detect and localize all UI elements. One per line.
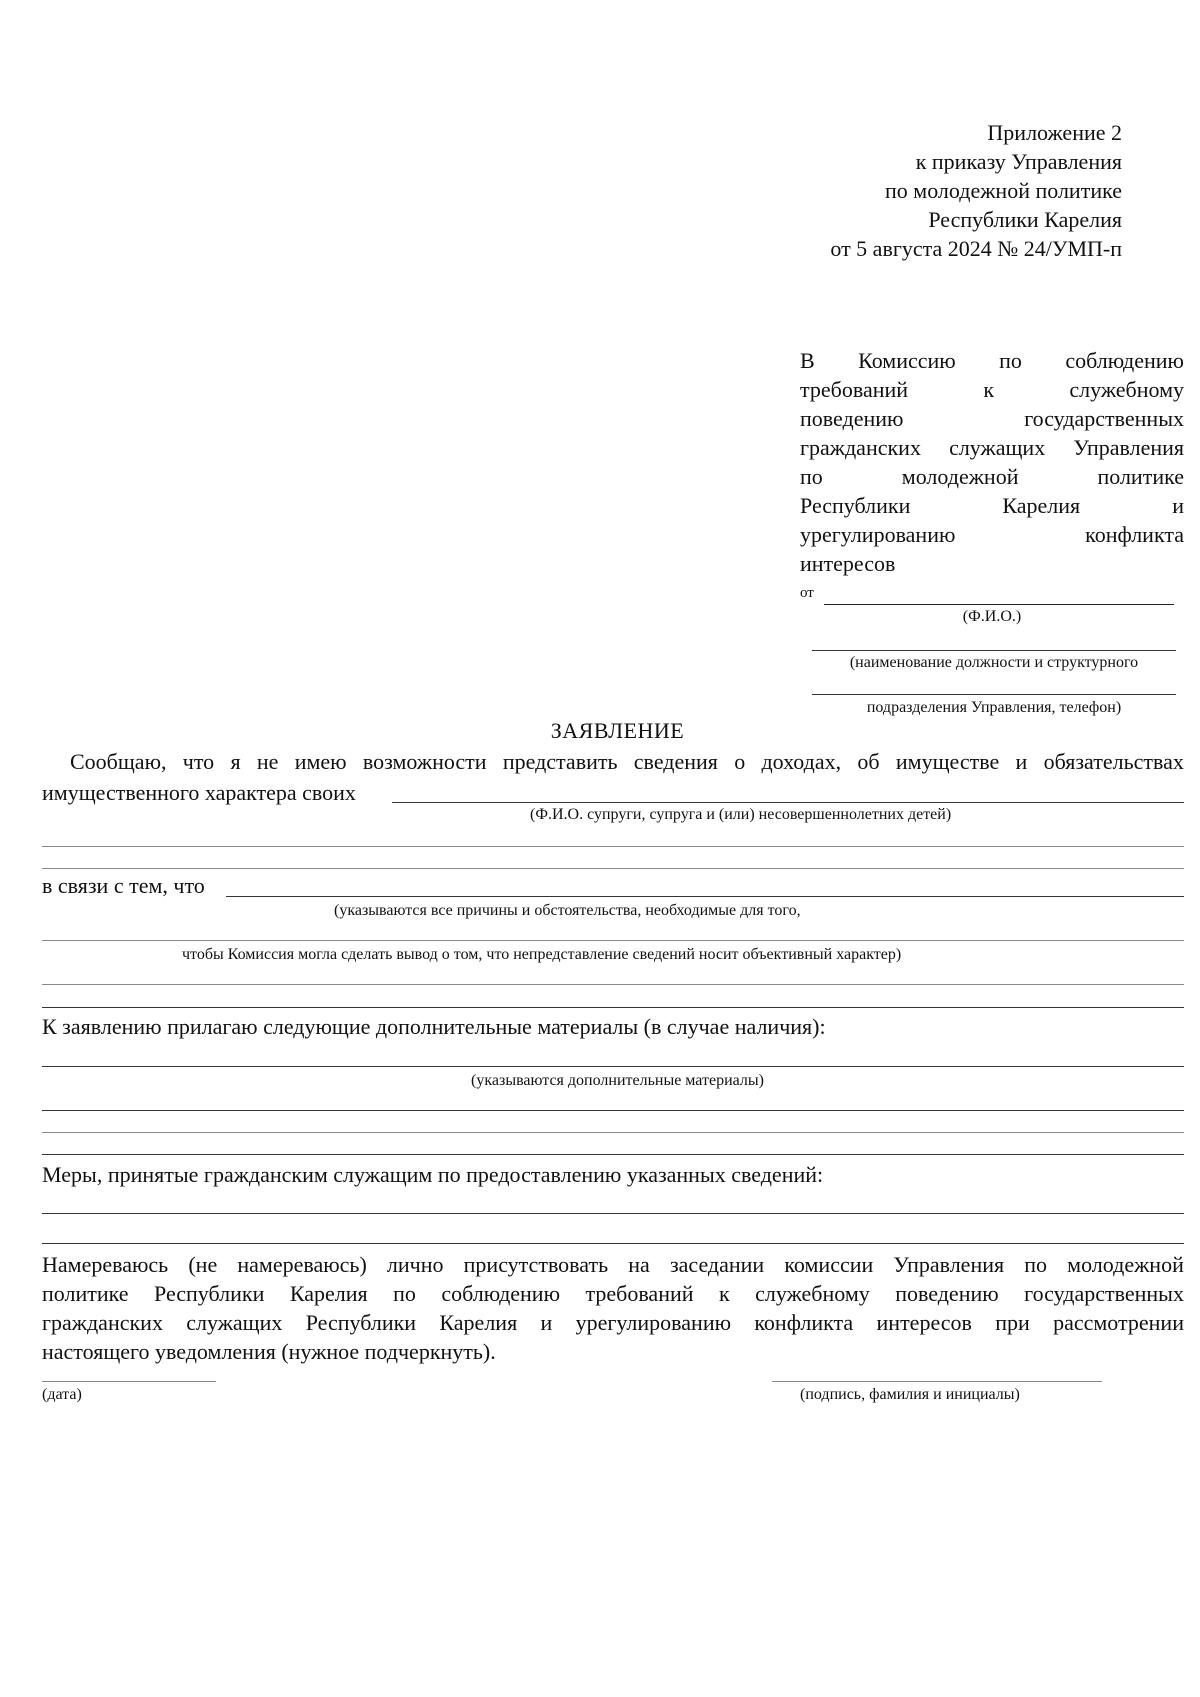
statement-word: обязательствах [1043, 749, 1184, 774]
relatives-blank-line-2[interactable] [42, 846, 1184, 847]
relatives-blank-line-3[interactable] [42, 868, 1184, 869]
addressee-word: служащих [949, 435, 1046, 460]
statement-word: Сообщаю, [70, 749, 167, 774]
intention-word: Республики [154, 1281, 265, 1306]
intention-word: при [995, 1310, 1030, 1335]
addressee-line [800, 346, 1184, 375]
addressee-word: Комиссию [858, 348, 956, 373]
intention-word: соблюдению [441, 1281, 561, 1306]
addressee-line [800, 491, 1184, 520]
from-label: от [800, 585, 814, 601]
reason-caption-1: (указываются все причины и обстоятельства, необходимые для того, [334, 902, 801, 919]
reason-caption-2: чтобы Комиссия могла сделать вывод о том, что непредставление сведений носит объективный характер) [182, 946, 902, 963]
intention-word: (не [188, 1252, 218, 1277]
date-caption: (дата) [42, 1386, 82, 1403]
statement-word: и [1015, 749, 1028, 774]
addressee-line [800, 433, 1184, 462]
reason-blank-line-1[interactable] [226, 896, 1184, 897]
position-blank-line[interactable] [812, 650, 1176, 651]
intention-word: служебному [755, 1281, 870, 1306]
addressee-word: и [1172, 493, 1184, 518]
intention-word: намереваюсь) [237, 1252, 367, 1277]
addressee-block [800, 346, 1184, 578]
date-blank-line[interactable] [42, 1381, 216, 1382]
addressee-word: гражданских [800, 435, 921, 460]
intention-word: рассмотрении [1053, 1310, 1184, 1335]
attachments-blank-line-3[interactable] [42, 1132, 1184, 1133]
addressee-word: государственных [1024, 406, 1184, 431]
subdivision-blank-line[interactable] [812, 694, 1176, 695]
addressee-word: конфликта [1085, 522, 1184, 547]
intention-word: политике [42, 1281, 129, 1306]
intention-last-line: настоящего уведомления (нужное подчеркнуть). [42, 1339, 496, 1364]
subdivision-caption: подразделения Управления, телефон) [866, 699, 1122, 716]
annex-line: Приложение 2 [987, 120, 1122, 145]
addressee-word: к [983, 377, 995, 402]
addressee-word: молодежной [901, 464, 1019, 489]
fio-blank-line[interactable] [824, 604, 1174, 605]
intention-line [42, 1308, 1184, 1337]
intention-word: к [718, 1281, 730, 1306]
addressee-word: по [999, 348, 1022, 373]
intention-word: присутствовать [463, 1252, 609, 1277]
addressee-word: Республики [800, 493, 911, 518]
intention-word: Карелия [289, 1281, 368, 1306]
addressee-word: Карелия [1002, 493, 1081, 518]
attachments-blank-line-1[interactable] [42, 1066, 1184, 1067]
annex-reference [700, 118, 1122, 263]
intention-word: интересов [876, 1310, 972, 1335]
from-field[interactable] [800, 585, 1174, 609]
relatives-caption: (Ф.И.О. супруги, супруга и (или) несовершеннолетних детей) [530, 806, 952, 823]
annex-line: от 5 августа 2024 № 24/УМП-п [830, 236, 1122, 261]
attachments-blank-line-2[interactable] [42, 1110, 1184, 1111]
statement-word: доходах, [761, 749, 842, 774]
intention-word: по [393, 1281, 416, 1306]
intention-word: по [1024, 1252, 1048, 1277]
statement-line-2: имущественного характера своих [42, 780, 356, 805]
relatives-blank-line[interactable] [392, 802, 1184, 803]
statement-word: имуществе [895, 749, 1000, 774]
intention-word: служащих [186, 1310, 283, 1335]
intention-paragraph [42, 1250, 1184, 1366]
reason-blank-line-4[interactable] [42, 1007, 1184, 1008]
intention-word: Республики [305, 1310, 417, 1335]
intention-word: и [540, 1310, 553, 1335]
measures-lead: Меры, принятые гражданским служащим по предоставлению указанных сведений: [42, 1162, 824, 1187]
attachments-caption: (указываются дополнительные материалы) [471, 1072, 764, 1089]
addressee-word: Управления [1073, 435, 1184, 460]
attachments-lead: К заявлению прилагаю следующие дополнительные материалы (в случае наличия): [42, 1014, 826, 1039]
statement-word: представить [502, 749, 618, 774]
reason-blank-line-2[interactable] [42, 940, 1184, 941]
intention-word: на [628, 1252, 650, 1277]
signature-blank-line[interactable] [772, 1381, 1102, 1382]
signature-caption: (подпись, фамилия и инициалы) [800, 1386, 1020, 1403]
attachments-blank-line-4[interactable] [42, 1154, 1184, 1155]
annex-line: к приказу Управления [915, 149, 1122, 174]
statement-line-1 [70, 749, 1184, 775]
annex-line: по молодежной политике [885, 178, 1122, 203]
statement-word: я [230, 749, 241, 774]
intention-word: поведению [895, 1281, 999, 1306]
intention-word: государственных [1024, 1281, 1184, 1306]
addressee-word: урегулированию [800, 522, 956, 547]
intention-word: Управления [893, 1252, 1005, 1277]
measures-blank-line-2[interactable] [42, 1243, 1184, 1244]
addressee-word: поведению [800, 406, 904, 431]
statement-word: что [182, 749, 215, 774]
reason-blank-line-3[interactable] [42, 984, 1184, 985]
addressee-word: служебному [1069, 377, 1184, 402]
intention-line [42, 1250, 1184, 1279]
intention-word: лично [386, 1252, 444, 1277]
addressee-word: соблюдению [1065, 348, 1184, 373]
statement-word: сведения [633, 749, 718, 774]
addressee-line [800, 462, 1184, 491]
intention-word: молодежной [1067, 1252, 1184, 1277]
addressee-line [800, 520, 1184, 549]
intention-word: требований [585, 1281, 694, 1306]
statement-word: имею [294, 749, 347, 774]
statement-word: не [256, 749, 279, 774]
reason-lead: в связи с тем, что [42, 873, 205, 898]
intention-word: урегулированию [575, 1310, 732, 1335]
addressee-word: политике [1097, 464, 1184, 489]
statement-word: об [857, 749, 880, 774]
addressee-line [800, 375, 1184, 404]
addressee-word: требований [800, 377, 909, 402]
position-caption: (наименование должности и структурного [849, 654, 1139, 671]
addressee-last-line: интересов [800, 551, 896, 576]
statement-word: о [734, 749, 746, 774]
addressee-word: В [800, 348, 815, 373]
intention-word: заседании [669, 1252, 765, 1277]
measures-blank-line-1[interactable] [42, 1213, 1184, 1214]
intention-word: гражданских [42, 1310, 163, 1335]
fio-caption: (Ф.И.О.) [962, 608, 1022, 625]
addressee-line [800, 404, 1184, 433]
addressee-word: по [800, 464, 823, 489]
intention-word: конфликта [754, 1310, 854, 1335]
intention-word: Карелия [439, 1310, 518, 1335]
annex-line: Республики Карелия [928, 207, 1122, 232]
statement-word: возможности [362, 749, 487, 774]
intention-word: комиссии [784, 1252, 874, 1277]
intention-word: Намереваюсь [42, 1252, 169, 1277]
document-title: ЗАЯВЛЕНИЕ [550, 718, 685, 743]
intention-line [42, 1279, 1184, 1308]
